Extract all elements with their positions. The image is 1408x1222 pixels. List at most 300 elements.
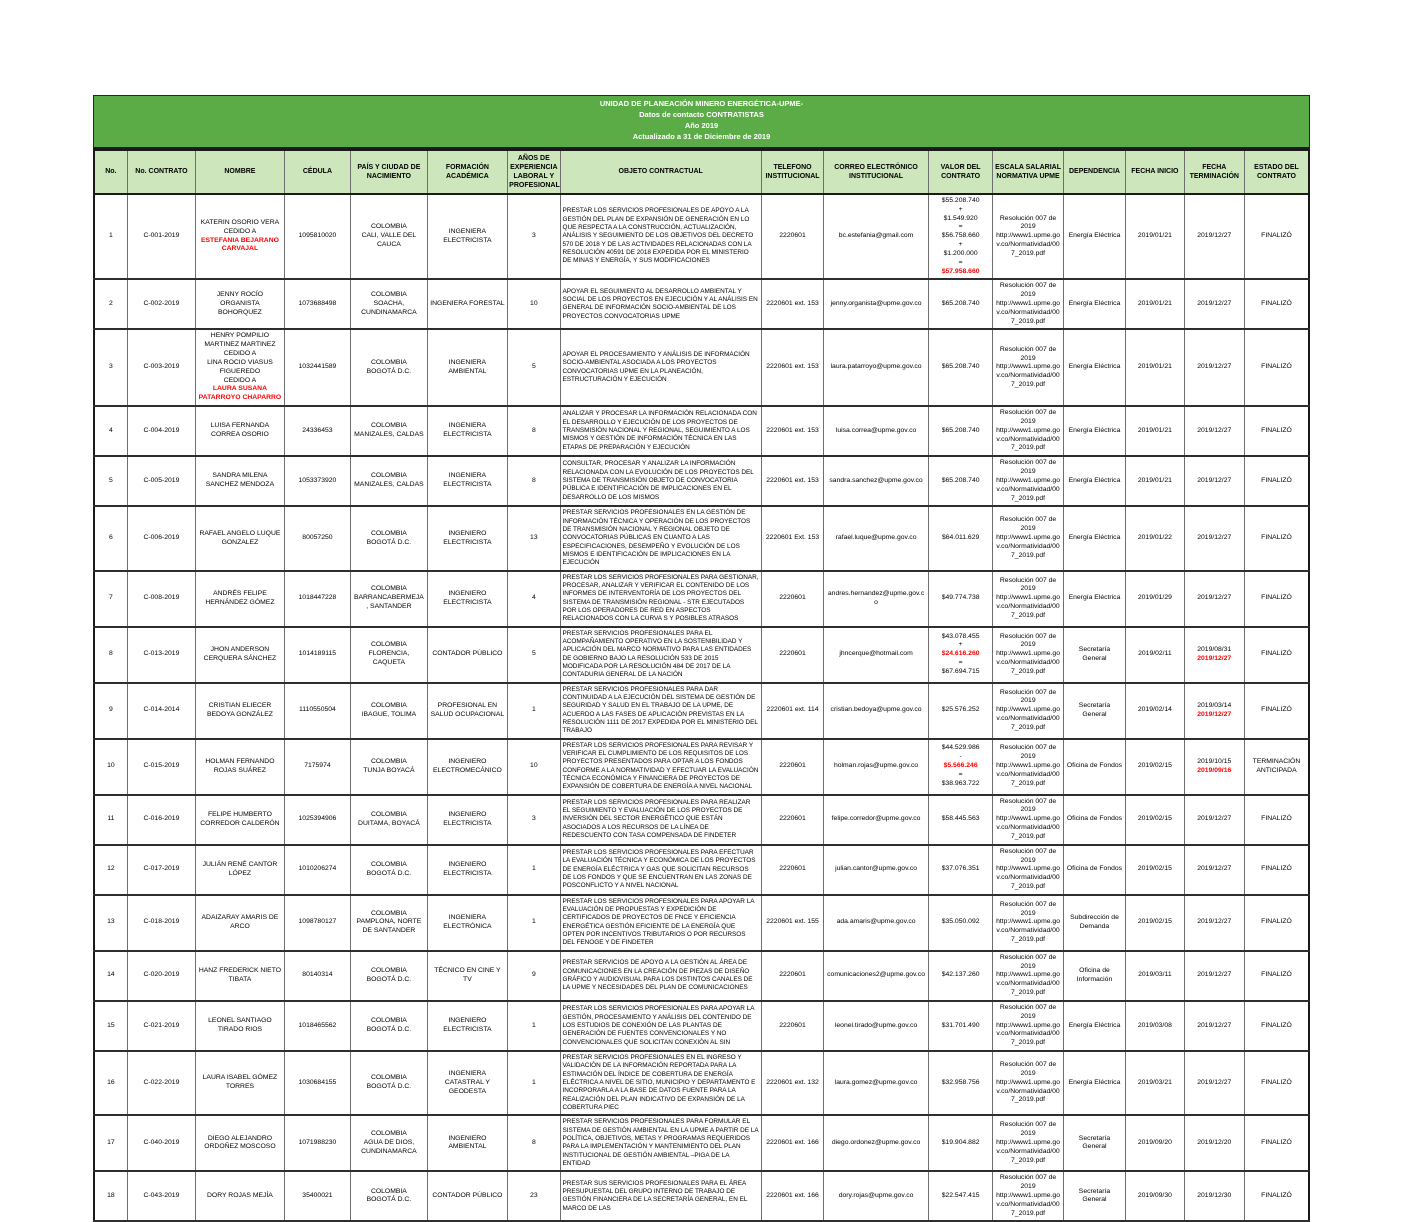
cell-telefono: 2220601 — [761, 194, 823, 279]
cell-fin: 2019/03/14 2019/12/27 — [1184, 683, 1244, 739]
cell-estado: FINALIZÓ — [1244, 279, 1309, 329]
cell-correo: rafael.luque@upme.gov.co — [824, 506, 929, 570]
cell-fin: 2019/12/27 — [1184, 194, 1244, 279]
cell-dependencia: Energía Eléctrica — [1063, 279, 1125, 329]
cell-objeto: ANALIZAR Y PROCESAR LA INFORMACIÓN RELACIONADA CON EL DESARROLLO Y EJECUCIÓN DE LOS PROYECTOS DE TRANSMISIÓN NACIONAL Y REGIONAL, SEGUIMIENTO A LOS MISMOS Y GESTIÓN DE INFORMACIÓN TÉCNICA EN LAS ETAPAS DE PREPARACIÓN Y EJECUCIÓN — [560, 406, 761, 456]
cell-cedula: 80057250 — [284, 506, 350, 570]
cell-formacion: TÉCNICO EN CINE Y TV — [427, 951, 508, 1001]
cell-cedula: 1010206274 — [284, 845, 350, 895]
report-subtitle: Datos de contacto CONTRATISTAS — [94, 110, 1309, 121]
table-row — [94, 1171, 1309, 1221]
cell-escala: Resolución 007 de 2019 http://www1.upme.gov.co/Normatividad/007_2019.pdf — [993, 456, 1063, 506]
table-row — [94, 683, 1309, 739]
cell-contrato: C-016-2019 — [127, 795, 195, 845]
cell-fin: 2019/12/30 — [1184, 1171, 1244, 1221]
cell-valor: $55.208.740 + $1.549.920 = $56.758.660 + $1.200.000 = $57.958.660 — [928, 194, 992, 279]
cell-no: 8 — [94, 627, 127, 683]
cell-telefono: 2220601 ext. 132 — [761, 1051, 823, 1115]
cell-formacion: INGENIERA CATASTRAL Y GEODESTA — [427, 1051, 508, 1115]
table-row — [94, 506, 1309, 570]
table-row — [94, 739, 1309, 795]
cell-telefono: 2220601 ext. 166 — [761, 1171, 823, 1221]
cell-contrato: C-017-2019 — [127, 845, 195, 895]
cell-contrato: C-004-2019 — [127, 406, 195, 456]
cell-pais: COLOMBIA MANIZALES, CALDAS — [351, 406, 428, 456]
cell-formacion: INGENIERA ELECTRICISTA — [427, 456, 508, 506]
table-header-row — [94, 150, 1309, 194]
cell-valor: $42.137.260 — [928, 951, 992, 1001]
cell-anos: 1 — [508, 1001, 560, 1051]
cell-fin: 2019/12/27 — [1184, 571, 1244, 627]
cell-escala: Resolución 007 de 2019 http://www1.upme.gov.co/Normatividad/007_2019.pdf — [993, 845, 1063, 895]
cell-anos: 1 — [508, 845, 560, 895]
cell-estado: FINALIZÓ — [1244, 329, 1309, 406]
cell-pais: COLOMBIA AGUA DE DIOS, CUNDINAMARCA — [351, 1115, 428, 1171]
cell-inicio: 2019/02/15 — [1126, 739, 1184, 795]
cell-estado: FINALIZÓ — [1244, 1115, 1309, 1171]
cell-estado: FINALIZÓ — [1244, 895, 1309, 951]
cell-cedula: 1018465562 — [284, 1001, 350, 1051]
cell-valor: $58.445.563 — [928, 795, 992, 845]
cell-dependencia: Energía Eléctrica — [1063, 456, 1125, 506]
cell-objeto: PRESTAR SERVICIOS PROFESIONALES EN LA GESTIÓN DE INFORMACIÓN TÉCNICA Y OPERACIÓN DE LOS PROYECTOS DE TRANSMISIÓN NACIONAL Y REGIONAL OBJETO DE CONVOCATORIAS PÚBLICAS EN CUANTO A LAS ESPECIFICACIONES, DESEMPEÑO Y EVOLUCIÓN DE LOS MISMOS E IDENTIFICACIÓN DE IMPLICACIONES EN LA EJECUCIÓN — [560, 506, 761, 570]
cell-nombre: DIEGO ALEJANDRO ORDOÑEZ MOSCOSO — [196, 1115, 285, 1171]
cell-fin: 2019/12/27 — [1184, 895, 1244, 951]
cell-formacion: INGENIERA ELECTRICISTA — [427, 194, 508, 279]
cell-formacion: CONTADOR PÚBLICO — [427, 627, 508, 683]
cell-formacion: CONTADOR PÚBLICO — [427, 1171, 508, 1221]
cell-estado: FINALIZÓ — [1244, 1051, 1309, 1115]
cell-anos: 5 — [508, 329, 560, 406]
cell-anos: 4 — [508, 571, 560, 627]
col-header-correo: CORREO ELECTRÓNICO INSTITUCIONAL — [824, 150, 929, 194]
cell-contrato: C-008-2019 — [127, 571, 195, 627]
cell-dependencia: Energía Eléctrica — [1063, 194, 1125, 279]
cell-estado: FINALIZÓ — [1244, 1001, 1309, 1051]
cell-valor: $43.078.455 + $24.616.260 = $67.694.715 — [928, 627, 992, 683]
cell-fin: 2019/08/31 2019/12/27 — [1184, 627, 1244, 683]
cell-correo: bc.estefania@gmail.com — [824, 194, 929, 279]
cell-correo: dory.rojas@upme.gov.co — [824, 1171, 929, 1221]
cell-pais: COLOMBIA BOGOTÁ D.C. — [351, 329, 428, 406]
table-row — [94, 329, 1309, 406]
cell-valor: $65.208.740 — [928, 329, 992, 406]
cell-telefono: 2220601 ext. 153 — [761, 456, 823, 506]
cell-contrato: C-021-2019 — [127, 1001, 195, 1051]
cell-no: 7 — [94, 571, 127, 627]
cell-contrato: C-020-2019 — [127, 951, 195, 1001]
cell-telefono: 2220601 — [761, 571, 823, 627]
cell-cedula: 35400021 — [284, 1171, 350, 1221]
table-row — [94, 1115, 1309, 1171]
cell-fin: 2019/12/27 — [1184, 329, 1244, 406]
col-header-cedula: CÉDULA — [284, 150, 350, 194]
cell-no: 6 — [94, 506, 127, 570]
cell-pais: COLOMBIA CALI, VALLE DEL CAUCA — [351, 194, 428, 279]
cell-no: 14 — [94, 951, 127, 1001]
cell-formacion: INGENIERA AMBIENTAL — [427, 329, 508, 406]
cell-valor: $32.958.756 — [928, 1051, 992, 1115]
col-header-telefono: TELEFONO INSTITUCIONAL — [761, 150, 823, 194]
cell-estado: FINALIZÓ — [1244, 571, 1309, 627]
cell-cedula: 1071988230 — [284, 1115, 350, 1171]
cell-nombre: KATERIN OSORIO VERA CEDIDO A ESTEFANIA BEJARANO CARVAJAL — [196, 194, 285, 279]
table-row — [94, 1051, 1309, 1115]
cell-inicio: 2019/02/15 — [1126, 845, 1184, 895]
cell-correo: andres.hernandez@upme.gov.co — [824, 571, 929, 627]
cell-estado: FINALIZÓ — [1244, 1171, 1309, 1221]
cell-correo: julian.cantor@upme.gov.co — [824, 845, 929, 895]
report-title-banner — [93, 95, 1310, 149]
cell-correo: holman.rojas@upme.gov.co — [824, 739, 929, 795]
cell-telefono: 2220601 ext. 166 — [761, 1115, 823, 1171]
cell-pais: COLOMBIA MANIZALES, CALDAS — [351, 456, 428, 506]
col-header-contrato: No. CONTRATO — [127, 150, 195, 194]
table-row — [94, 456, 1309, 506]
cell-escala: Resolución 007 de 2019 http://www1.upme.gov.co/Normatividad/007_2019.pdf — [993, 1051, 1063, 1115]
report-updated-date: Actualizado a 31 de Diciembre de 2019 — [94, 132, 1309, 143]
table-row — [94, 895, 1309, 951]
cell-objeto: APOYAR EL PROCESAMIENTO Y ANÁLISIS DE INFORMACIÓN SOCIO-AMBIENTAL ASOCIADA A LOS PROYECTOS CONVOCATORIAS UPME EN LA PLANEACIÓN, ESTRUCTURACIÓN Y EJECUCIÓN — [560, 329, 761, 406]
col-header-valor: VALOR DEL CONTRATO — [928, 150, 992, 194]
cell-formacion: INGENIERO ELECTRICISTA — [427, 1001, 508, 1051]
cell-nombre: RAFAEL ANGELO LUQUE GONZALEZ — [196, 506, 285, 570]
cell-cedula: 1025394906 — [284, 795, 350, 845]
cell-estado: FINALIZÓ — [1244, 951, 1309, 1001]
col-header-no: No. — [94, 150, 127, 194]
cell-dependencia: Energía Eléctrica — [1063, 329, 1125, 406]
cell-escala: Resolución 007 de 2019 http://www1.upme.gov.co/Normatividad/007_2019.pdf — [993, 795, 1063, 845]
cell-anos: 5 — [508, 627, 560, 683]
cell-telefono: 2220601 ext. 114 — [761, 683, 823, 739]
cell-correo: laura.patarroyo@upme.gov.co — [824, 329, 929, 406]
cell-estado: FINALIZÓ — [1244, 456, 1309, 506]
cell-objeto: PRESTAR LOS SERVICIOS PROFESIONALES PARA APOYAR LA EVALUACIÓN DE PROPUESTAS Y EXPEDICIÓN DE CERTIFICADOS DE PROYECTOS DE FNCE Y EFICIENCIA ENERGÉTICA GESTIÓN EFICIENTE DE LA ENERGÍA QUE OPTEN POR INCENTIVOS TRIBUTARIOS O POR RECURSOS DEL FENOGE Y DE FINDETER — [560, 895, 761, 951]
cell-valor: $22.547.415 — [928, 1171, 992, 1221]
cell-no: 10 — [94, 739, 127, 795]
table-row — [94, 795, 1309, 845]
cell-formacion: INGENIERA FORESTAL — [427, 279, 508, 329]
cell-inicio: 2019/01/22 — [1126, 506, 1184, 570]
cell-valor: $49.774.738 — [928, 571, 992, 627]
cell-escala: Resolución 007 de 2019 http://www1.upme.gov.co/Normatividad/007_2019.pdf — [993, 739, 1063, 795]
cell-fin: 2019/12/27 — [1184, 456, 1244, 506]
cell-anos: 9 — [508, 951, 560, 1001]
cell-inicio: 2019/02/15 — [1126, 895, 1184, 951]
cell-formacion: INGENIERA ELECTRICISTA — [427, 406, 508, 456]
cell-inicio: 2019/01/29 — [1126, 571, 1184, 627]
cell-telefono: 2220601 ext. 153 — [761, 329, 823, 406]
cell-correo: sandra.sanchez@upme.gov.co — [824, 456, 929, 506]
cell-formacion: INGENIERA ELECTRÓNICA — [427, 895, 508, 951]
cell-valor: $19.904.882 — [928, 1115, 992, 1171]
cell-inicio: 2019/02/11 — [1126, 627, 1184, 683]
cell-contrato: C-013-2019 — [127, 627, 195, 683]
cell-contrato: C-014-2014 — [127, 683, 195, 739]
cell-dependencia: Subdirección de Demanda — [1063, 895, 1125, 951]
cell-cedula: 1014189115 — [284, 627, 350, 683]
cell-cedula: 1098780127 — [284, 895, 350, 951]
cell-fin: 2019/12/27 — [1184, 845, 1244, 895]
cell-correo: jenny.organista@upme.gov.co — [824, 279, 929, 329]
cell-contrato: C-022-2019 — [127, 1051, 195, 1115]
cell-escala: Resolución 007 de 2019 http://www1.upme.gov.co/Normatividad/007_2019.pdf — [993, 683, 1063, 739]
cell-objeto: PRESTAR LOS SERVICIOS PROFESIONALES DE APOYO A LA GESTIÓN DEL PLAN DE EXPANSIÓN DE GENERACIÓN EN LO QUE RESPECTA A LA CONSTRUCCIÓN, ACTUALIZACIÓN, ANÁLISIS Y SEGUIMIENTO DE LOS OBJETIVOS DEL DECRETO 570 DE 2018 Y DE LAS ACTIVIDADES RELACIONADAS CON LA RESOLUCIÓN 40591 DE 2018 EXPEDIDA POR EL MINISTERIO DE MINAS Y ENERGÍA, Y SUS MODIFICACIONES — [560, 194, 761, 279]
cell-contrato: C-003-2019 — [127, 329, 195, 406]
cell-cedula: 1110550504 — [284, 683, 350, 739]
cell-valor: $65.208.740 — [928, 406, 992, 456]
table-row — [94, 194, 1309, 279]
cell-no: 18 — [94, 1171, 127, 1221]
col-header-fecha-inicio: FECHA INICIO — [1126, 150, 1184, 194]
cell-anos: 10 — [508, 279, 560, 329]
cell-dependencia: Oficina de Fondos — [1063, 739, 1125, 795]
cell-estado: FINALIZÓ — [1244, 506, 1309, 570]
cell-cedula: 1073688498 — [284, 279, 350, 329]
cell-pais: COLOMBIA BARRANCABERMEJA, SANTANDER — [351, 571, 428, 627]
cell-nombre: JENNY ROCÍO ORGANISTA BOHORQUEZ — [196, 279, 285, 329]
cell-objeto: PRESTAR LOS SERVICIOS PROFESIONALES PARA APOYAR LA GESTIÓN, PROCESAMIENTO Y ANÁLISIS DEL CONTENIDO DE LOS ESTUDIOS DE CONEXIÓN DE LAS PLANTAS DE GENERACIÓN DE FUENTES CONVENCIONALES Y NO CONVENCIONALES QUE SOLICITAN CONEXIÓN AL SIN — [560, 1001, 761, 1051]
col-header-estado: ESTADO DEL CONTRATO — [1244, 150, 1309, 194]
contractors-table — [93, 149, 1310, 1222]
cell-pais: COLOMBIA IBAGUE, TOLIMA — [351, 683, 428, 739]
cell-nombre: LAURA ISABEL GÓMEZ TORRES — [196, 1051, 285, 1115]
cell-valor: $35.050.092 — [928, 895, 992, 951]
cell-estado: FINALIZÓ — [1244, 683, 1309, 739]
cell-cedula: 1030684155 — [284, 1051, 350, 1115]
table-row — [94, 845, 1309, 895]
cell-inicio: 2019/01/21 — [1126, 329, 1184, 406]
col-header-escala-salarial: ESCALA SALARIAL NORMATIVA UPME — [993, 150, 1063, 194]
cell-escala: Resolución 007 de 2019 http://www1.upme.gov.co/Normatividad/007_2019.pdf — [993, 406, 1063, 456]
cell-objeto: PRESTAR SUS SERVICIOS PROFESIONALES PARA EL ÁREA PRESUPUESTAL DEL GRUPO INTERNO DE TRABAJO DE GESTIÓN FINANCIERA DE LA SECRETARÍA GENERAL, EN EL MARCO DE LAS — [560, 1171, 761, 1221]
cell-dependencia: Secretaría General — [1063, 1171, 1125, 1221]
col-header-anos-experiencia: AÑOS DE EXPERIENCIA LABORAL Y PROFESIONAL — [508, 150, 560, 194]
cell-inicio: 2019/01/21 — [1126, 194, 1184, 279]
cell-fin: 2019/12/20 — [1184, 1115, 1244, 1171]
cell-no: 2 — [94, 279, 127, 329]
cell-anos: 1 — [508, 1051, 560, 1115]
cell-correo: leonel.tirado@upme.gov.co — [824, 1001, 929, 1051]
contractors-sheet — [93, 95, 1310, 1222]
cell-formacion: INGENIERO ELECTROMECÁNICO — [427, 739, 508, 795]
cell-telefono: 2220601 — [761, 845, 823, 895]
cell-correo: jhncerque@hotmail.com — [824, 627, 929, 683]
cell-no: 5 — [94, 456, 127, 506]
col-header-formacion: FORMACIÓN ACADÉMICA — [427, 150, 508, 194]
cell-contrato: C-002-2019 — [127, 279, 195, 329]
cell-fin: 2019/12/27 — [1184, 506, 1244, 570]
cell-objeto: PRESTAR SERVICIOS PROFESIONALES PARA DAR CONTINUIDAD A LA EJECUCIÓN DEL SISTEMA DE GESTIÓN DE SEGURIDAD Y SALUD EN EL TRABAJO DE LA UPME, DE ACUERDO A LAS FASES DE APLICACIÓN PREVISTAS EN LA RESOLUCIÓN 1111 DE 2017 EXPEDIDA POR EL MINISTERIO DEL TRABAJO — [560, 683, 761, 739]
cell-correo: felipe.corredor@upme.gov.co — [824, 795, 929, 845]
cell-dependencia: Secretaría General — [1063, 1115, 1125, 1171]
cell-correo: ada.amaris@upme.gov.co — [824, 895, 929, 951]
cell-telefono: 2220601 ext. 153 — [761, 279, 823, 329]
cell-pais: COLOMBIA DUITAMA, BOYACÁ — [351, 795, 428, 845]
cell-formacion: INGENIERO ELECTRICISTA — [427, 795, 508, 845]
cell-telefono: 2220601 — [761, 1001, 823, 1051]
cell-inicio: 2019/02/15 — [1126, 795, 1184, 845]
cell-inicio: 2019/03/08 — [1126, 1001, 1184, 1051]
cell-pais: COLOMBIA BOGOTÁ D.C. — [351, 1001, 428, 1051]
cell-escala: Resolución 007 de 2019 http://www1.upme.gov.co/Normatividad/007_2019.pdf — [993, 1171, 1063, 1221]
cell-valor: $31.701.490 — [928, 1001, 992, 1051]
cell-no: 17 — [94, 1115, 127, 1171]
cell-nombre: JHON ANDERSON CERQUERA SÁNCHEZ — [196, 627, 285, 683]
cell-dependencia: Energía Eléctrica — [1063, 1051, 1125, 1115]
cell-anos: 8 — [508, 456, 560, 506]
cell-valor: $64.011.629 — [928, 506, 992, 570]
cell-escala: Resolución 007 de 2019 http://www1.upme.gov.co/Normatividad/007_2019.pdf — [993, 627, 1063, 683]
cell-nombre: ANDRÉS FELIPE HERNÁNDEZ GÓMEZ — [196, 571, 285, 627]
cell-nombre: LEONEL SANTIAGO TIRADO RIOS — [196, 1001, 285, 1051]
col-header-pais-nacimiento: PAÍS Y CIUDAD DE NACIMIENTO — [351, 150, 428, 194]
cell-telefono: 2220601 ext. 155 — [761, 895, 823, 951]
cell-cedula: 80140314 — [284, 951, 350, 1001]
cell-anos: 8 — [508, 406, 560, 456]
cell-telefono: 2220601 — [761, 627, 823, 683]
cell-nombre: SANDRA MILENA SANCHEZ MENDOZA — [196, 456, 285, 506]
col-header-dependencia: DEPENDENCIA — [1063, 150, 1125, 194]
table-row — [94, 279, 1309, 329]
cell-pais: COLOMBIA SOACHA, CUNDINAMARCA — [351, 279, 428, 329]
cell-objeto: PRESTAR SERVICIOS PROFESIONALES PARA EL ACOMPAÑAMIENTO OPERATIVO EN LA SOSTENIBILIDAD Y APLICACIÓN DEL MARCO NORMATIVO PARA LAS ENTIDADES DE GOBIERNO BAJO LA RESOLUCIÓN 533 DE 2015 MODIFICADA POR LA RESOLUCIÓN 484 DE 2017 DE LA CONTADURIA GENERAL DE LA NACIÓN — [560, 627, 761, 683]
cell-dependencia: Oficina de Información — [1063, 951, 1125, 1001]
cell-pais: COLOMBIA BOGOTÁ D.C. — [351, 1171, 428, 1221]
cell-formacion: INGENIERO ELECTRICISTA — [427, 571, 508, 627]
cell-nombre: JULIÁN RENÉ CANTOR LÓPEZ — [196, 845, 285, 895]
cell-pais: COLOMBIA BOGOTÁ D.C. — [351, 506, 428, 570]
cell-estado: TERMINACIÓN ANTICIPADA — [1244, 739, 1309, 795]
cell-nombre: HENRY POMPILIO MARTINEZ MARTINEZ CEDIDO A LINA ROCIO VIASUS FIGUEREDO CEDIDO A LAURA SUSANA PATARROYO CHAPARRO — [196, 329, 285, 406]
cell-anos: 8 — [508, 1115, 560, 1171]
cell-fin: 2019/12/27 — [1184, 279, 1244, 329]
cell-dependencia: Energía Eléctrica — [1063, 1001, 1125, 1051]
cell-estado: FINALIZÓ — [1244, 845, 1309, 895]
cell-contrato: C-040-2019 — [127, 1115, 195, 1171]
cell-formacion: INGENIERO AMBIENTAL — [427, 1115, 508, 1171]
cell-objeto: PRESTAR SERVICIOS PROFESIONALES PARA FORMULAR EL SISTEMA DE GESTIÓN AMBIENTAL EN LA UPME A PARTIR DE LA POLÍTICA, OBJETIVOS, METAS Y PROGRAMAS REQUERIDOS PARA LA IMPLEMENTACIÓN Y MANTENIMIENTO DEL PLAN INSTITUCIONAL DE GESTIÓN AMBIENTAL –PIGA DE LA ENTIDAD — [560, 1115, 761, 1171]
cell-fin: 2019/12/27 — [1184, 406, 1244, 456]
cell-correo: laura.gomez@upme.gov.co — [824, 1051, 929, 1115]
cell-escala: Resolución 007 de 2019 http://www1.upme.gov.co/Normatividad/007_2019.pdf — [993, 194, 1063, 279]
table-row — [94, 951, 1309, 1001]
cell-nombre: HOLMAN FERNANDO ROJAS SUÁREZ — [196, 739, 285, 795]
cell-nombre: CRISTIAN ELIECER BEDOYA GONZÁLEZ — [196, 683, 285, 739]
cell-objeto: PRESTAR LOS SERVICIOS PROFESIONALES PARA REVISAR Y VERIFICAR EL CUMPLIMIENTO DE LOS REQUISITOS DE LOS PROYECTOS PRESENTADOS PARA OPTAR A LOS FONDOS CONFORME A LA NORMATIVIDAD Y EFECTUAR LA EVALUACIÓN TÉCNICA ECONÓMICA Y FINANCIERA DE PROYECTOS DE EXPANSIÓN DE COBERTURA DE ENERGÍA A NIVEL NACIONAL — [560, 739, 761, 795]
cell-telefono: 2220601 — [761, 739, 823, 795]
cell-inicio: 2019/09/30 — [1126, 1171, 1184, 1221]
cell-nombre: FELIPE HUMBERTO CORREDOR CALDERÓN — [196, 795, 285, 845]
cell-valor: $44.529.986 - $5.566.246 = $38.963.722 — [928, 739, 992, 795]
cell-cedula: 7175974 — [284, 739, 350, 795]
cell-telefono: 2220601 Ext. 153 — [761, 506, 823, 570]
cell-fin: 2019/12/27 — [1184, 951, 1244, 1001]
cell-dependencia: Secretaría General — [1063, 627, 1125, 683]
cell-no: 12 — [94, 845, 127, 895]
cell-no: 1 — [94, 194, 127, 279]
cell-inicio: 2019/03/21 — [1126, 1051, 1184, 1115]
cell-escala: Resolución 007 de 2019 http://www1.upme.gov.co/Normatividad/007_2019.pdf — [993, 279, 1063, 329]
cell-escala: Resolución 007 de 2019 http://www1.upme.gov.co/Normatividad/007_2019.pdf — [993, 1115, 1063, 1171]
cell-objeto: PRESTAR SERVICIOS DE APOYO A LA GESTIÓN AL ÁREA DE COMUNICACIONES EN LA CREACIÓN DE PIEZAS DE DISEÑO GRÁFICO Y AUDIOVISUAL PARA LOS DISTINTOS CANALES DE LA UPME Y NECESIDADES DEL PLAN DE COMUNICACIONES — [560, 951, 761, 1001]
cell-objeto: PRESTAR LOS SERVICIOS PROFESIONALES PARA EFECTUAR LA EVALUACIÓN TÉCNICA Y ECONÓMICA DE LOS PROYECTOS DE ENERGÍA ELÉCTRICA Y GAS QUE SOLICITAN RECURSOS DE LOS FONDOS Y QUE SE ENCUENTRAN EN LAS ZONAS DE POSCONFLICTO Y A NIVEL NACIONAL — [560, 845, 761, 895]
cell-anos: 1 — [508, 683, 560, 739]
cell-contrato: C-043-2019 — [127, 1171, 195, 1221]
cell-contrato: C-006-2019 — [127, 506, 195, 570]
col-header-objeto: OBJETO CONTRACTUAL — [560, 150, 761, 194]
cell-pais: COLOMBIA BOGOTÁ D.C. — [351, 845, 428, 895]
cell-inicio: 2019/01/21 — [1126, 279, 1184, 329]
cell-valor: $65.208.740 — [928, 456, 992, 506]
cell-contrato: C-005-2019 — [127, 456, 195, 506]
cell-dependencia: Energía Eléctrica — [1063, 506, 1125, 570]
cell-anos: 3 — [508, 795, 560, 845]
cell-escala: Resolución 007 de 2019 http://www1.upme.gov.co/Normatividad/007_2019.pdf — [993, 951, 1063, 1001]
cell-escala: Resolución 007 de 2019 http://www1.upme.gov.co/Normatividad/007_2019.pdf — [993, 329, 1063, 406]
cell-objeto: PRESTAR LOS SERVICIOS PROFESIONALES PARA GESTIONAR, PROCESAR, ANALIZAR Y VERIFICAR EL CONTENIDO DE LOS INFORMES DE INTERVENTORÍA DE LOS PROYECTOS DEL SISTEMA DE TRANSMISIÓN REGIONAL - STR EJECUTADOS POR LOS OPERADORES DE RED EN ASPECTOS RELACIONADOS CON LA CURVA S Y POSIBLES ATRASOS — [560, 571, 761, 627]
cell-inicio: 2019/02/14 — [1126, 683, 1184, 739]
cell-contrato: C-015-2019 — [127, 739, 195, 795]
cell-escala: Resolución 007 de 2019 http://www1.upme.gov.co/Normatividad/007_2019.pdf — [993, 1001, 1063, 1051]
cell-dependencia: Oficina de Fondos — [1063, 795, 1125, 845]
cell-correo: luisa.correa@upme.gov.co — [824, 406, 929, 456]
cell-contrato: C-001-2019 — [127, 194, 195, 279]
report-title: UNIDAD DE PLANEACIÓN MINERO ENERGÉTICA-UPME- — [94, 99, 1309, 110]
cell-pais: COLOMBIA BOGOTÁ D.C. — [351, 1051, 428, 1115]
col-header-fecha-terminacion: FECHA TERMINACIÓN — [1184, 150, 1244, 194]
cell-correo: comunicaciones2@upme.gov.co — [824, 951, 929, 1001]
table-row — [94, 406, 1309, 456]
cell-pais: COLOMBIA PAMPLONA, NORTE DE SANTANDER — [351, 895, 428, 951]
cell-telefono: 2220601 — [761, 795, 823, 845]
cell-pais: COLOMBIA FLORENCIA, CAQUETA — [351, 627, 428, 683]
cell-nombre: HANZ FREDERICK NIETO TIBATA — [196, 951, 285, 1001]
cell-cedula: 24336453 — [284, 406, 350, 456]
cell-cedula: 1032441589 — [284, 329, 350, 406]
cell-inicio: 2019/03/11 — [1126, 951, 1184, 1001]
cell-formacion: INGENIERO ELECTRICISTA — [427, 506, 508, 570]
report-year: Año 2019 — [94, 121, 1309, 132]
cell-fin: 2019/12/27 — [1184, 1001, 1244, 1051]
cell-inicio: 2019/09/20 — [1126, 1115, 1184, 1171]
cell-inicio: 2019/01/21 — [1126, 456, 1184, 506]
cell-nombre: DORY ROJAS MEJÍA — [196, 1171, 285, 1221]
cell-objeto: PRESTAR SERVICIOS PROFESIONALES EN EL INGRESO Y VALIDACIÓN DE LA INFORMACIÓN REPORTADA PARA LA ESTIMACIÓN DEL ÍNDICE DE COBERTURA DE ENERGÍA ELÉCTRICA A NIVEL DE SITIO, MUNICIPIO Y DEPARTAMENTO E INCORPORARLA A LA BASE DE DATOS FUENTE PARA LA REALIZACIÓN DEL PLAN INDICATIVO DE EXPANSIÓN DE LA COBERTURA PIEC — [560, 1051, 761, 1115]
cell-telefono: 2220601 — [761, 951, 823, 1001]
cell-valor: $37.076.351 — [928, 845, 992, 895]
cell-correo: cristian.bedoya@upme.gov.co — [824, 683, 929, 739]
cell-estado: FINALIZÓ — [1244, 795, 1309, 845]
cell-cedula: 1053373920 — [284, 456, 350, 506]
cell-cedula: 1095810020 — [284, 194, 350, 279]
cell-fin: 2019/12/27 — [1184, 795, 1244, 845]
cell-estado: FINALIZÓ — [1244, 627, 1309, 683]
cell-no: 4 — [94, 406, 127, 456]
cell-no: 3 — [94, 329, 127, 406]
cell-objeto: PRESTAR LOS SERVICIOS PROFESIONALES PARA REALIZAR EL SEGUIMIENTO Y EVALUACIÓN DE LOS PROYECTOS DE INVERSIÓN DEL SECTOR ENERGÉTICO QUE ESTÁN ASOCIADOS A LOS RECURSOS DE LA LÍNEA DE REDESCUENTO CON TASA COMPENSADA DE FINDETER — [560, 795, 761, 845]
cell-correo: diego.ordonez@upme.gov.co — [824, 1115, 929, 1171]
cell-no: 9 — [94, 683, 127, 739]
cell-no: 16 — [94, 1051, 127, 1115]
cell-no: 13 — [94, 895, 127, 951]
table-row — [94, 571, 1309, 627]
cell-fin: 2019/10/15 2019/09/16 — [1184, 739, 1244, 795]
cell-escala: Resolución 007 de 2019 http://www1.upme.gov.co/Normatividad/007_2019.pdf — [993, 895, 1063, 951]
cell-pais: COLOMBIA BOGOTÁ D.C. — [351, 951, 428, 1001]
cell-nombre: LUISA FERNANDA CORREA OSORIO — [196, 406, 285, 456]
cell-escala: Resolución 007 de 2019 http://www1.upme.gov.co/Normatividad/007_2019.pdf — [993, 571, 1063, 627]
